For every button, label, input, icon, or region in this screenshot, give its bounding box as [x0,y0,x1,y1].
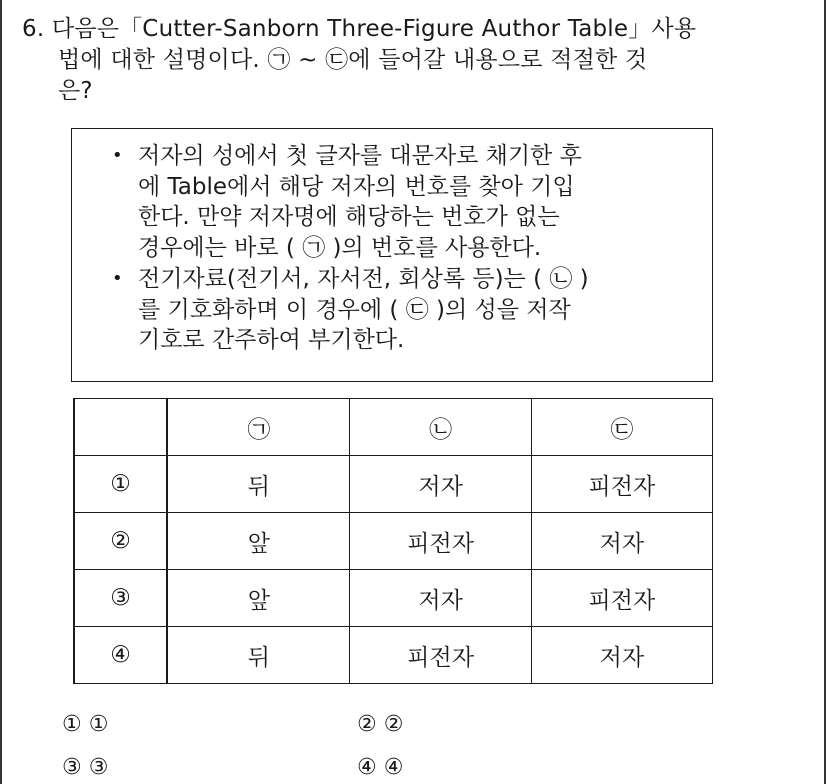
table-cell: 앞 [167,513,350,570]
bullet-item-1 [112,141,702,263]
table-header-cell [74,399,167,456]
table-header-cell: ㉢ [531,399,712,456]
bullet-item-2 [112,264,702,356]
table-cell: 저자 [350,570,531,627]
row-number: ③ [74,570,167,627]
bullet-text: 경우에는 바로 ( ㉠ )의 번호를 사용한다. [138,234,542,261]
left-border [0,0,2,784]
table-header-row [74,399,713,456]
bullet-text: 전기자료(전기서, 자서전, 회상록 등)는 ( ㉡ ) [138,266,589,292]
row-number: ① [74,456,167,513]
bullet-icon: • [112,145,123,166]
table-header-cell: ㉡ [350,399,531,456]
bullet-text: 기호로 간주하여 부기한다. [138,327,405,353]
answer-choice-4[interactable]: ④ ④ [357,755,404,780]
answer-choice-2[interactable]: ② ② [357,712,404,737]
question-line: 6. 다음은「Cutter-Sanborn Three-Figure Author Table」사용 [22,16,697,42]
bullet-text: 를 기호화하며 이 경우에 ( ㉢ )의 성을 저작 [138,296,571,323]
table-cell: 앞 [167,570,350,627]
bullet-text: 한다. 만약 저자명에 해당하는 번호가 없는 [138,204,560,230]
table-cell: 저자 [350,456,531,513]
table-row [74,570,713,627]
table-cell: 피전자 [531,456,712,513]
table-row [74,456,713,513]
bullet-text: 저자의 성에서 첫 글자를 대문자로 채기한 후 [138,143,582,169]
question-line: 법에 대한 설명이다. ㉠ ~ ㉢에 들어갈 내용으로 적절한 것 [58,47,648,73]
question-line: 은? [58,78,93,104]
table-cell: 피전자 [350,627,531,684]
answer-choice-3[interactable]: ③ ③ [62,755,109,780]
explanation-box [71,128,713,382]
bullet-text: 에 Table에서 해당 저자의 번호를 찾아 기입 [138,173,575,200]
bullet-icon: • [112,268,123,289]
table-row [74,627,713,684]
answer-table [73,398,713,684]
table-cell: 피전자 [531,570,712,627]
answer-choice-1[interactable]: ① ① [62,712,109,737]
table-cell: 뒤 [167,456,350,513]
table-cell: 뒤 [167,627,350,684]
row-number: ④ [74,627,167,684]
question-text [22,14,782,107]
table-cell: 저자 [531,513,712,570]
table-cell: 저자 [531,627,712,684]
table-cell: 피전자 [350,513,531,570]
row-number: ② [74,513,167,570]
table-row [74,513,713,570]
table-header-cell: ㉠ [167,399,350,456]
